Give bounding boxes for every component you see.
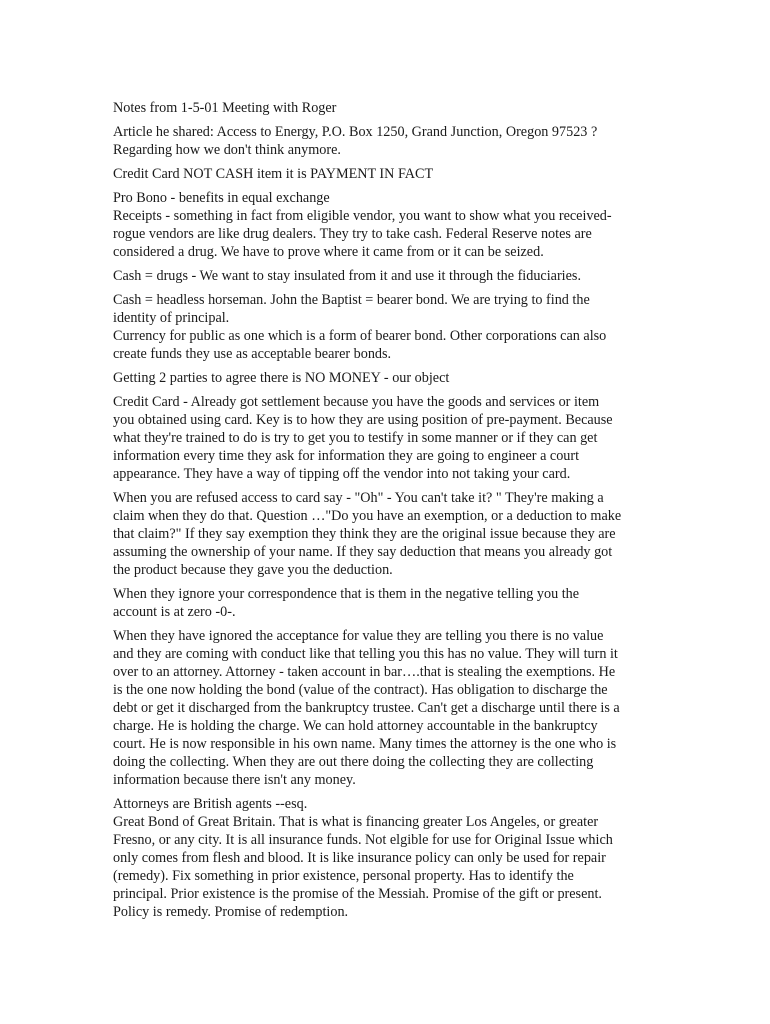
no-money-paragraph: [113, 369, 658, 387]
attorney-paragraph: [113, 627, 658, 789]
text-line: Cash = drugs - We want to stay insulated from it and use it through the fiduciaries.: [113, 268, 581, 284]
text-line: court. He is now responsible in his own name. Many times the attorney is the one who is: [113, 736, 617, 752]
text-line: doing the collecting. When they are out there doing the collecting they are collecting: [113, 754, 594, 770]
text-line: assuming the ownership of your name. If they say deduction that means you already got: [113, 544, 613, 560]
article-paragraph: [113, 123, 658, 159]
british-agents-paragraph: [113, 795, 658, 813]
text-line: When you are refused access to card say - "Oh" - You can't take it? " They're making a: [113, 490, 604, 506]
text-line: over to an attorney. Attorney - taken account in bar….that is stealing the exemptions. He: [113, 664, 616, 680]
document-body: [113, 99, 658, 927]
text-line: is the one now holding the bond (value of the contract). Has obligation to discharge the: [113, 682, 608, 698]
text-line: information because there isn't any money.: [113, 772, 356, 788]
text-line: considered a drug. We have to prove where it came from or it can be seized.: [113, 244, 544, 260]
text-line: identity of principal.: [113, 310, 230, 326]
text-line: Fresno, or any city. It is all insurance funds. Not elgible for use for Original Issue which: [113, 832, 613, 848]
text-line: (remedy). Fix something in prior existence, personal property. Has to identify the: [113, 868, 574, 884]
text-line: Article he shared: Access to Energy, P.O. Box 1250, Grand Junction, Oregon 97523 ?: [113, 124, 598, 140]
text-line: you obtained using card. Key is to how they are using position of pre-payment. Because: [113, 412, 613, 428]
ignore-correspondence-paragraph: [113, 585, 658, 621]
cash-drugs-paragraph: [113, 267, 658, 285]
credit-card-paragraph: [113, 165, 658, 183]
text-line: Currency for public as one which is a form of bearer bond. Other corporations can also: [113, 328, 607, 344]
text-line: appearance. They have a way of tipping off the vendor into not taking your card.: [113, 466, 571, 482]
text-line: Credit Card NOT CASH item it is PAYMENT IN FACT: [113, 166, 434, 182]
text-line: only comes from flesh and blood. It is like insurance policy can only be used for repair: [113, 850, 606, 866]
headless-horseman-paragraph: [113, 291, 658, 327]
text-line: Notes from 1-5-01 Meeting with Roger: [113, 100, 337, 116]
text-line: Receipts - something in fact from eligible vendor, you want to show what you received-: [113, 208, 612, 224]
text-line: Policy is remedy. Promise of redemption.: [113, 904, 349, 920]
text-line: Pro Bono - benefits in equal exchange: [113, 190, 330, 206]
text-line: Getting 2 parties to agree there is NO MONEY - our object: [113, 370, 450, 386]
text-line: Attorneys are British agents --esq.: [113, 796, 308, 812]
pro-bono-paragraph: [113, 189, 658, 207]
text-line: claim when they do that. Question …"Do you have an exemption, or a deduction to make: [113, 508, 622, 524]
text-line: When they have ignored the acceptance for value they are telling you there is no value: [113, 628, 604, 644]
text-line: what they're trained to do is try to get you to testify in some manner or if they can get: [113, 430, 598, 446]
text-line: Regarding how we don't think anymore.: [113, 142, 341, 158]
text-line: When they ignore your correspondence that is them in the negative telling you the: [113, 586, 580, 602]
text-line: and they are coming with conduct like that telling you this has no value. They will turn it: [113, 646, 618, 662]
currency-paragraph: [113, 327, 658, 363]
text-line: account is at zero -0-.: [113, 604, 236, 620]
text-line: principal. Prior existence is the promise of the Messiah. Promise of the gift or present.: [113, 886, 602, 902]
text-line: the product because they gave you the deduction.: [113, 562, 393, 578]
great-bond-paragraph: [113, 813, 658, 921]
text-line: create funds they use as acceptable bearer bonds.: [113, 346, 392, 362]
text-line: Cash = headless horseman. John the Baptist = bearer bond. We are trying to find the: [113, 292, 590, 308]
refused-access-paragraph: [113, 489, 658, 579]
text-line: information every time they ask for information they are going to engineer a court: [113, 448, 580, 464]
text-line: Great Bond of Great Britain. That is what is financing greater Los Angeles, or greater: [113, 814, 599, 830]
text-line: rogue vendors are like drug dealers. They try to take cash. Federal Reserve notes are: [113, 226, 592, 242]
text-line: Credit Card - Already got settlement because you have the goods and services or item: [113, 394, 600, 410]
meeting-title-paragraph: [113, 99, 658, 117]
credit-card-settlement-paragraph: [113, 393, 658, 483]
text-line: that claim?" If they say exemption they think they are the original issue because they are: [113, 526, 616, 542]
text-line: charge. He is holding the charge. We can hold attorney accountable in the bankruptcy: [113, 718, 598, 734]
receipts-paragraph: [113, 207, 658, 261]
text-line: debt or get it discharged from the bankruptcy trustee. Can't get a discharge until there is a: [113, 700, 620, 716]
